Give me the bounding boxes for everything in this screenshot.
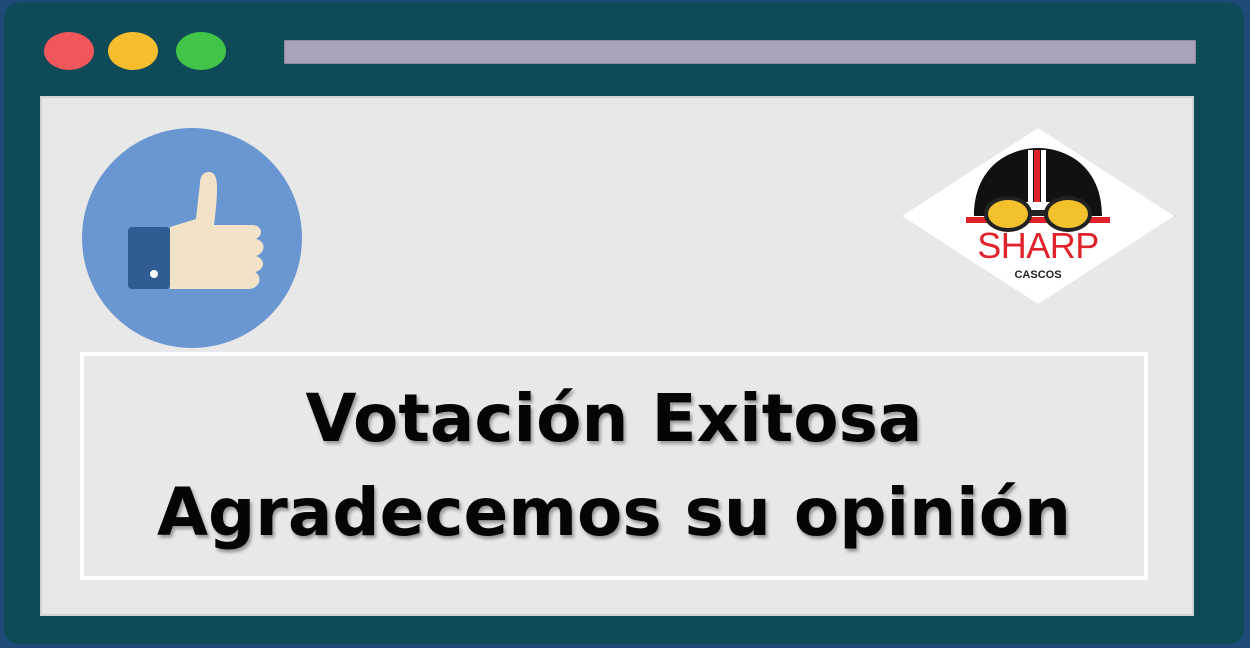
- logo-subtitle-text: CASCOS: [1014, 269, 1062, 281]
- success-title: Votación Exitosa: [305, 380, 923, 457]
- minimize-window-button[interactable]: [108, 32, 158, 70]
- success-message-box: [80, 352, 1148, 580]
- logo-brand-text: SHARP: [977, 225, 1099, 266]
- close-window-button[interactable]: [44, 32, 94, 70]
- address-bar[interactable]: [284, 40, 1196, 64]
- thumbs-up-icon: [80, 127, 304, 349]
- thanks-message: Agradecemos su opinión: [156, 474, 1072, 551]
- maximize-window-button[interactable]: [176, 32, 226, 70]
